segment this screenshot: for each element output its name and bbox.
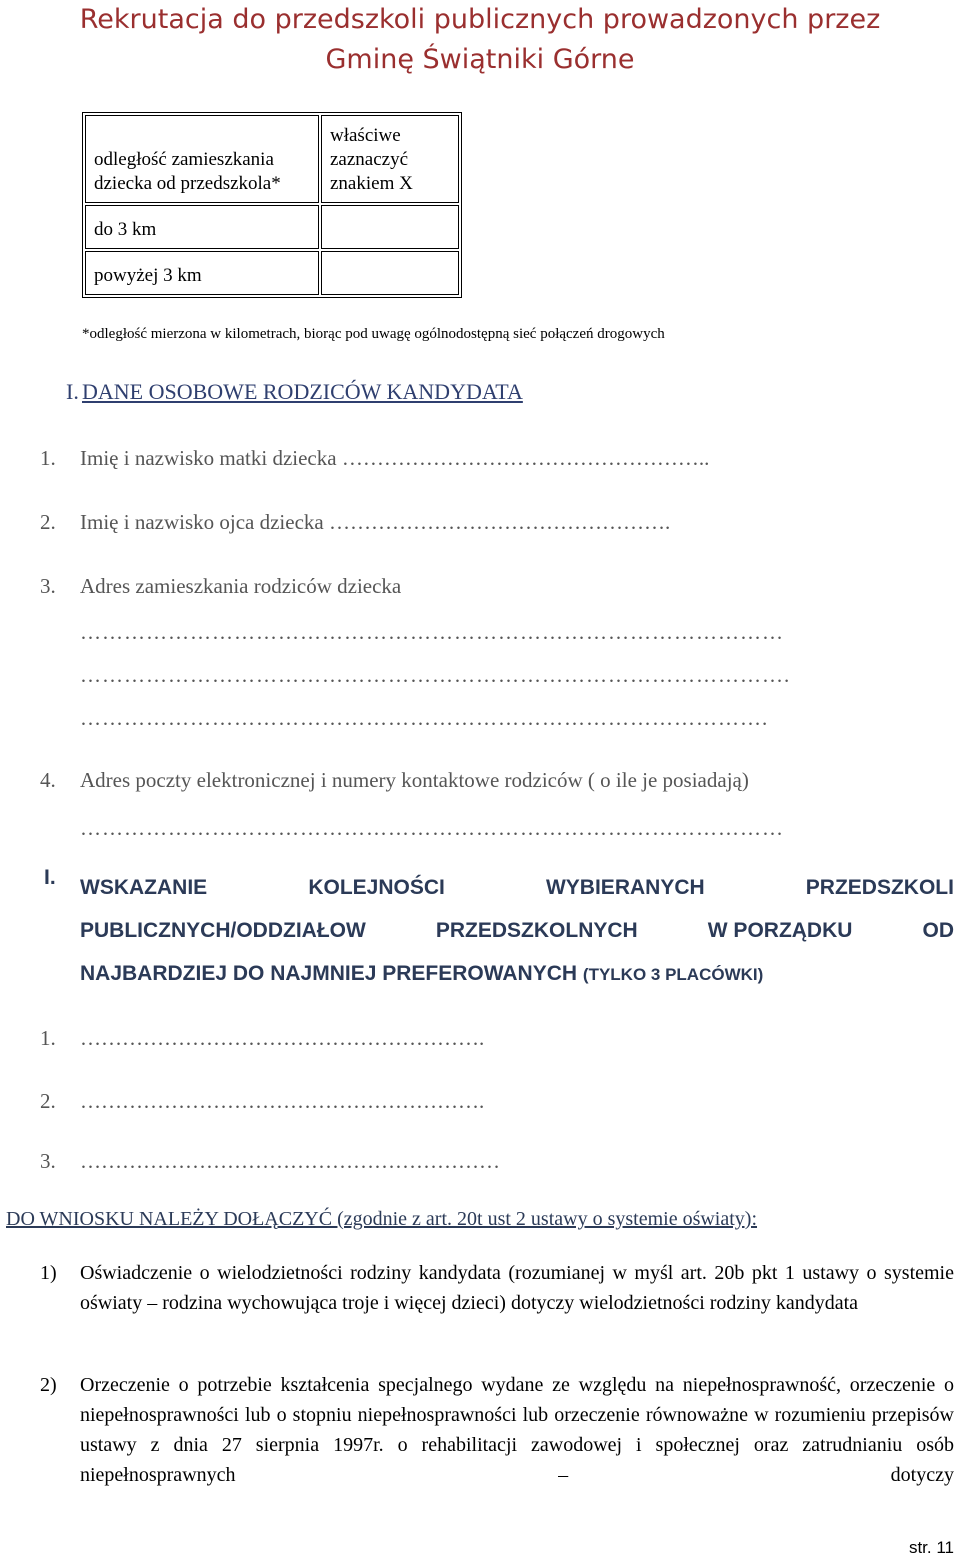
heading-text: NAJBARDZIEJ DO NAJMNIEJ PREFEROWANYCH xyxy=(80,962,578,985)
item-number: 4. xyxy=(40,768,56,792)
section-2-heading xyxy=(44,866,954,995)
choice-field[interactable]: …………………………………………………. xyxy=(80,1026,485,1050)
father-name-field[interactable]: …………………………………………. xyxy=(328,510,671,534)
mother-name-field[interactable]: …………………………………………….. xyxy=(341,446,710,470)
section-2-line-1 xyxy=(80,866,954,909)
preschool-choice-3 xyxy=(40,1149,500,1174)
preschool-choice-2 xyxy=(40,1089,484,1114)
mother-name-item xyxy=(40,446,709,471)
attachment-item-2 xyxy=(40,1370,954,1490)
section-1-number: I. xyxy=(66,379,79,404)
attachment-number: 2) xyxy=(40,1374,57,1396)
heading-word: KOLEJNOŚCI xyxy=(308,876,445,899)
page-number: str. 11 xyxy=(908,1538,954,1557)
mark-header-cell xyxy=(321,115,459,203)
section-1-title xyxy=(66,379,523,405)
heading-word: OD xyxy=(922,919,954,942)
heading-word: WSKAZANIE xyxy=(80,876,208,899)
distance-footnote: *odległość mierzona w kilometrach, biorąc pod uwagę ogólnodostępną sieć połączeń drogowych xyxy=(82,326,665,342)
mark-header-line-2: zaznaczyć xyxy=(330,149,409,170)
attachment-number: 1) xyxy=(40,1262,57,1284)
section-1-title-text: DANE OSOBOWE RODZICÓW KANDYDATA xyxy=(82,379,523,404)
distance-header-line-2: dziecka od przedszkola* xyxy=(94,173,281,194)
heading-word: PRZEDSZKOLNYCH xyxy=(435,919,638,942)
item-number: 3. xyxy=(40,574,56,598)
choice-number: 2. xyxy=(40,1089,56,1113)
contact-label: Adres poczty elektronicznej i numery kontaktowe rodziców ( o ile je posiadają) xyxy=(80,768,749,792)
address-field-line-3[interactable]: …………………………………………………………………………………. xyxy=(80,706,769,730)
choice-field[interactable]: …………………………………………………… xyxy=(80,1149,500,1173)
distance-header-cell xyxy=(85,115,319,203)
heading-word: PRZEDSZKOLI xyxy=(805,876,954,899)
choice-number: 3. xyxy=(40,1149,56,1173)
address-item xyxy=(40,574,401,599)
mark-cell-up-to-3km[interactable] xyxy=(321,205,459,249)
section-2-line-3 xyxy=(80,952,954,995)
heading-word: W PORZĄDKU xyxy=(707,919,853,942)
section-2-line-2 xyxy=(80,909,954,952)
item-number: 1. xyxy=(40,446,56,470)
distance-option-over-3km: powyżej 3 km xyxy=(85,251,319,295)
mark-cell-over-3km[interactable] xyxy=(321,251,459,295)
preschool-choice-1 xyxy=(40,1026,484,1051)
contact-field[interactable]: …………………………………………………………………………………… xyxy=(80,816,784,840)
mother-name-label: Imię i nazwisko matki dziecka xyxy=(80,446,342,470)
address-field-line-2[interactable]: ……………………………………………………………………………………. xyxy=(80,663,791,687)
heading-word: PUBLICZNYCH/ODDZIAŁOW xyxy=(80,919,366,942)
distance-option-up-to-3km: do 3 km xyxy=(85,205,319,249)
distance-table xyxy=(82,112,462,298)
contact-item xyxy=(40,768,749,793)
page-header xyxy=(0,0,960,80)
item-number: 2. xyxy=(40,510,56,534)
choice-number: 1. xyxy=(40,1026,56,1050)
father-name-label: Imię i nazwisko ojca dziecka xyxy=(80,510,329,534)
attachment-text: Orzeczenie o potrzebie kształcenia specjalnego wydane ze względu na niepełnosprawność, orzeczenie o niepełnosprawności lub o stopniu niepełnosprawności lub orzeczenie równoważne w rozumieniu przepisów ustawy z dnia 27 sierpnia 1997r. o rehabilitacji zawodowej i społecznej oraz zatrudnianiu osób niepełnosprawnych – dotyczy xyxy=(80,1374,954,1486)
father-name-item xyxy=(40,510,670,535)
attachments-heading: DO WNIOSKU NALEŻY DOŁĄCZYĆ (zgodnie z art. 20t ust 2 ustawy o systemie oświaty): xyxy=(6,1208,758,1230)
header-line-2: Gminę Świątniki Górne xyxy=(325,44,635,75)
address-label: Adres zamieszkania rodziców dziecka xyxy=(80,574,402,598)
mark-header-line-3: znakiem X xyxy=(330,173,413,194)
section-2-number: I. xyxy=(44,866,56,889)
choice-field[interactable]: …………………………………………………. xyxy=(80,1089,485,1113)
address-field-line-1[interactable]: …………………………………………………………………………………… xyxy=(80,620,784,644)
heading-word: WYBIERANYCH xyxy=(545,876,705,899)
distance-header-line-1: odległość zamieszkania xyxy=(94,149,274,170)
heading-note: (TYLKO 3 PLACÓWKI) xyxy=(582,965,764,984)
attachment-text: Oświadczenie o wielodzietności rodziny kandydata (rozumianej w myśl art. 20b pkt 1 ustawy o systemie oświaty – rodzina wychowująca troje i więcej dzieci) dotyczy wielodzietności rodziny kandydata xyxy=(80,1262,954,1314)
mark-header-line-1: właściwe xyxy=(330,125,401,146)
attachment-item-1 xyxy=(40,1258,954,1318)
header-line-1: Rekrutacja do przedszkoli publicznych prowadzonych przez xyxy=(79,4,881,35)
